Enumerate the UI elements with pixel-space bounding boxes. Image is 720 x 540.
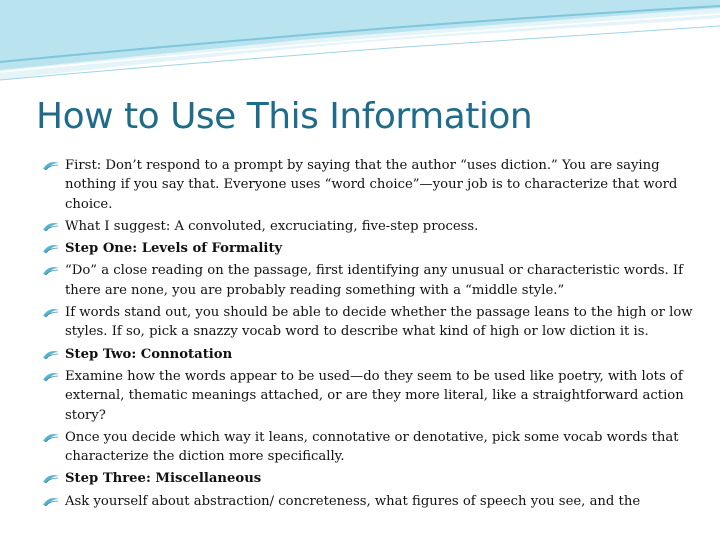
bullet-text: Ask yourself about abstraction/ concreteness, what figures of speech you see, and the	[65, 493, 641, 509]
leaf-swoosh-icon	[42, 222, 60, 232]
bullet-item	[42, 492, 702, 511]
bullet-text: Examine how the words appear to be used—do they seem to be used like poetry, with lots of external, thematic meanings attached, or are they more literal, like a straightforward action story?	[65, 368, 684, 423]
decorative-wave-banner	[0, 0, 720, 90]
leaf-swoosh-icon	[42, 266, 60, 276]
leaf-swoosh-icon	[42, 161, 60, 171]
leaf-swoosh-icon	[42, 308, 60, 318]
bullet-text: Step Three: Miscellaneous	[65, 471, 262, 487]
bullet-item	[42, 428, 702, 467]
bullet-item	[42, 345, 702, 364]
bullet-text: Once you decide which way it leans, connotative or denotative, pick some vocab words that characterize the diction more specifically.	[65, 429, 679, 465]
bullet-text: First: Don’t respond to a prompt by saying that the author “uses diction.” You are saying nothing if you say that. Everyone uses “word choice”—your job is to characterize that word choice.	[65, 158, 678, 212]
bullet-item	[42, 217, 702, 236]
bullet-item	[42, 303, 702, 342]
leaf-swoosh-icon	[42, 350, 60, 360]
bullet-text: Step Two: Connotation	[65, 346, 233, 362]
bullet-item	[42, 156, 702, 214]
leaf-swoosh-icon	[42, 497, 60, 507]
bullet-text: What I suggest: A convoluted, excruciating, five-step process.	[65, 219, 479, 235]
bullet-text: If words stand out, you should be able to decide whether the passage leans to the high or low styles. If so, pick a snazzy vocab word to describe what kind of high or low diction it is.	[65, 305, 693, 340]
bullet-text: Step One: Levels of Formality	[65, 241, 283, 257]
bullet-item	[42, 367, 702, 425]
leaf-swoosh-icon	[42, 433, 60, 443]
bullet-item	[42, 239, 702, 258]
bullet-item	[42, 469, 702, 488]
leaf-swoosh-icon	[42, 244, 60, 254]
leaf-swoosh-icon	[42, 372, 60, 382]
leaf-swoosh-icon	[42, 474, 60, 484]
bullet-list	[42, 156, 702, 514]
bullet-text: “Do” a close reading on the passage, first identifying any unusual or characteristic words. If there are none, you are probably reading something with a “middle style.”	[65, 263, 684, 298]
slide-title: How to Use This Information	[36, 96, 533, 137]
bullet-item	[42, 261, 702, 300]
